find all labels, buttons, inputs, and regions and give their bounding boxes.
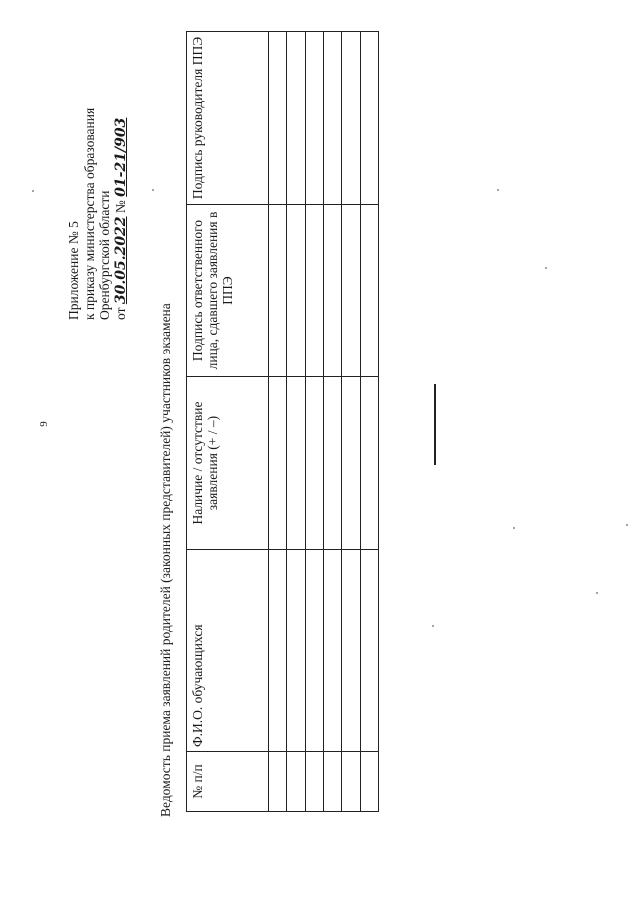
table-row bbox=[287, 32, 306, 812]
table-row bbox=[324, 32, 342, 812]
page-number: 9 bbox=[38, 421, 50, 427]
scan-speck bbox=[513, 527, 515, 529]
from-label: от bbox=[112, 307, 128, 320]
table-cell[interactable] bbox=[324, 752, 342, 812]
table-cell[interactable] bbox=[324, 550, 342, 752]
table-cell[interactable] bbox=[287, 205, 306, 377]
table-cell[interactable] bbox=[342, 205, 361, 377]
header-presence: Наличие / отсутствие заявления (+ / –) bbox=[187, 377, 269, 550]
table-cell[interactable] bbox=[306, 205, 324, 377]
table-cell[interactable] bbox=[287, 752, 306, 812]
table-row bbox=[269, 32, 287, 812]
table-cell[interactable] bbox=[269, 550, 287, 752]
table-cell[interactable] bbox=[306, 550, 324, 752]
header-responsible-signature: Подпись ответственного лица, сдавшего заявления в ППЭ bbox=[187, 205, 269, 377]
table-cell[interactable] bbox=[269, 377, 287, 550]
scan-speck bbox=[497, 189, 499, 191]
register-table bbox=[186, 31, 379, 812]
table-cell[interactable] bbox=[287, 377, 306, 550]
divider-line bbox=[434, 384, 436, 465]
scan-speck bbox=[626, 524, 628, 526]
scan-speck bbox=[596, 592, 598, 594]
table-cell[interactable] bbox=[269, 752, 287, 812]
table-row bbox=[306, 32, 324, 812]
table-cell[interactable] bbox=[361, 752, 379, 812]
header-student-name: Ф.И.О. обучающихся bbox=[187, 550, 269, 752]
appendix-date-line bbox=[113, 60, 130, 320]
scan-speck bbox=[32, 190, 34, 192]
table-cell[interactable] bbox=[361, 377, 379, 550]
table-cell[interactable] bbox=[287, 550, 306, 752]
table-cell[interactable] bbox=[361, 550, 379, 752]
table-cell[interactable] bbox=[269, 205, 287, 377]
table-row bbox=[361, 32, 379, 812]
table-cell[interactable] bbox=[361, 205, 379, 377]
table-cell[interactable] bbox=[324, 32, 342, 205]
table-cell[interactable] bbox=[269, 32, 287, 205]
table-header-row bbox=[187, 32, 269, 812]
table-cell[interactable] bbox=[342, 377, 361, 550]
appendix-line-1: Приложение № 5 bbox=[66, 221, 81, 320]
header-number: № п/п bbox=[187, 752, 269, 812]
table-cell[interactable] bbox=[306, 377, 324, 550]
table-cell[interactable] bbox=[342, 550, 361, 752]
table-cell[interactable] bbox=[306, 32, 324, 205]
table-cell[interactable] bbox=[324, 377, 342, 550]
table-cell[interactable] bbox=[342, 752, 361, 812]
table-row bbox=[342, 32, 361, 812]
handwritten-number: 01-21/903 bbox=[112, 117, 129, 197]
appendix-header bbox=[66, 60, 129, 320]
handwritten-date: 30.05.2022 bbox=[112, 216, 129, 305]
table-cell[interactable] bbox=[324, 205, 342, 377]
scan-speck bbox=[545, 267, 547, 269]
header-head-signature: Подпись руководителя ППЭ bbox=[187, 32, 269, 205]
scan-speck bbox=[432, 625, 434, 627]
table-cell[interactable] bbox=[287, 32, 306, 205]
appendix-line-3: Оренбургской области bbox=[97, 190, 112, 320]
table-cell[interactable] bbox=[306, 752, 324, 812]
appendix-line-2: к приказу министерства образования bbox=[81, 107, 97, 320]
table-cell[interactable] bbox=[342, 32, 361, 205]
number-label: № bbox=[112, 200, 128, 214]
scan-speck bbox=[152, 189, 154, 191]
document-title: Ведомость приема заявлений родителей (законных представителей) участников экзамена bbox=[158, 303, 173, 817]
table-cell[interactable] bbox=[361, 32, 379, 205]
